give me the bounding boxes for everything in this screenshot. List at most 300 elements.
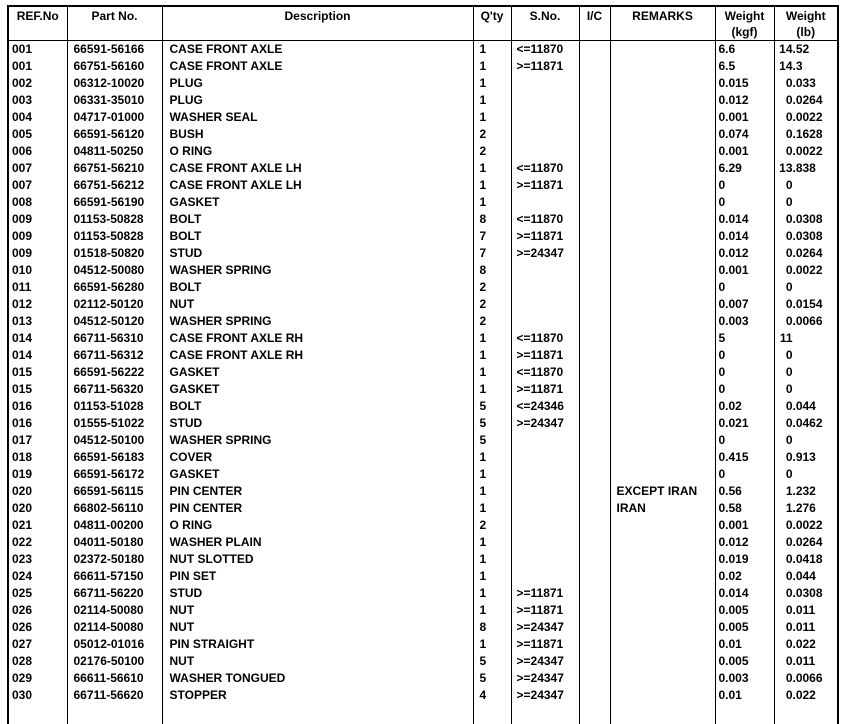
cell-qty: 1	[473, 636, 511, 653]
table-row	[8, 347, 838, 364]
table-row	[8, 279, 838, 296]
cell-weight-lb: 0.033	[774, 75, 838, 92]
table-row	[8, 143, 838, 160]
cell-remarks	[610, 126, 715, 143]
cell-description: GASKET	[162, 466, 473, 483]
cell-weight-lb: 0.0022	[774, 143, 838, 160]
cell-weight-kgf: 0.074	[715, 126, 774, 143]
cell-qty: 1	[473, 381, 511, 398]
cell-qty: 5	[473, 670, 511, 687]
cell-description: STUD	[162, 415, 473, 432]
cell-ic	[579, 585, 610, 602]
cell-sno: >=11871	[511, 381, 579, 398]
cell-description: STOPPER	[162, 687, 473, 704]
header-row	[8, 6, 838, 41]
cell-remarks	[610, 262, 715, 279]
cell-weight-kgf: 0	[715, 466, 774, 483]
cell-remarks	[610, 449, 715, 466]
cell-description: PIN STRAIGHT	[162, 636, 473, 653]
cell-weight-kgf: 0.012	[715, 245, 774, 262]
cell-description: CASE FRONT AXLE RH	[162, 330, 473, 347]
cell-qty: 1	[473, 602, 511, 619]
cell-qty: 2	[473, 517, 511, 534]
cell-description: PLUG	[162, 92, 473, 109]
cell-ic	[579, 381, 610, 398]
cell-ic	[579, 160, 610, 177]
cell-sno	[511, 109, 579, 126]
cell-partno: 66711-56320	[67, 381, 162, 398]
table-row	[8, 432, 838, 449]
table-row	[8, 364, 838, 381]
cell-sno: >=24347	[511, 670, 579, 687]
table-row	[8, 126, 838, 143]
cell-qty: 1	[473, 330, 511, 347]
cell-weight-kgf: 0.014	[715, 228, 774, 245]
cell-weight-kgf: 0.02	[715, 568, 774, 585]
cell-ic	[579, 670, 610, 687]
cell-sno: <=24346	[511, 398, 579, 415]
cell-remarks	[610, 228, 715, 245]
cell-sno	[511, 313, 579, 330]
cell-description: WASHER SPRING	[162, 313, 473, 330]
header-weight-lb: Weight (lb)	[774, 6, 838, 41]
cell-refno: 025	[8, 585, 67, 602]
cell-sno: >=11871	[511, 177, 579, 194]
cell-description: GASKET	[162, 364, 473, 381]
cell-refno: 026	[8, 619, 67, 636]
table-row	[8, 500, 838, 517]
cell-sno: >=11871	[511, 585, 579, 602]
cell-qty: 5	[473, 653, 511, 670]
cell-remarks	[610, 194, 715, 211]
cell-qty: 1	[473, 466, 511, 483]
cell-weight-kgf: 0.003	[715, 313, 774, 330]
cell-partno: 66711-56620	[67, 687, 162, 704]
cell-sno	[511, 483, 579, 500]
cell-weight-kgf: 0.014	[715, 211, 774, 228]
cell-remarks	[610, 568, 715, 585]
cell-sno	[511, 279, 579, 296]
cell-refno: 016	[8, 398, 67, 415]
cell-refno: 017	[8, 432, 67, 449]
table-row	[8, 177, 838, 194]
cell-refno: 001	[8, 58, 67, 75]
cell-qty: 1	[473, 568, 511, 585]
cell-refno: 020	[8, 483, 67, 500]
cell-description: WASHER SEAL	[162, 109, 473, 126]
cell-description: PIN SET	[162, 568, 473, 585]
cell-ic	[579, 449, 610, 466]
cell-ic	[579, 653, 610, 670]
cell-weight-kgf: 5	[715, 330, 774, 347]
cell-refno: 024	[8, 568, 67, 585]
cell-refno: 014	[8, 347, 67, 364]
cell-remarks	[610, 330, 715, 347]
cell-weight-kgf: 0.012	[715, 92, 774, 109]
table-row	[8, 211, 838, 228]
cell-refno: 013	[8, 313, 67, 330]
cell-sno: >=24347	[511, 415, 579, 432]
header-weight-kgf: Weight (kgf)	[715, 6, 774, 41]
cell-qty: 5	[473, 398, 511, 415]
cell-weight-kgf: 0.415	[715, 449, 774, 466]
cell-description: PLUG	[162, 75, 473, 92]
cell-description: NUT	[162, 619, 473, 636]
cell-refno: 022	[8, 534, 67, 551]
cell-remarks	[610, 619, 715, 636]
cell-ic	[579, 75, 610, 92]
table-header	[8, 6, 838, 41]
cell-weight-lb: 0.0264	[774, 534, 838, 551]
cell-remarks	[610, 534, 715, 551]
header-qty: Q'ty	[473, 6, 511, 41]
cell-weight-kgf: 0	[715, 279, 774, 296]
table-row	[8, 92, 838, 109]
cell-weight-lb: 13.838	[774, 160, 838, 177]
cell-partno: 66591-56183	[67, 449, 162, 466]
table-row	[8, 585, 838, 602]
table-row	[8, 670, 838, 687]
cell-sno: >=24347	[511, 687, 579, 704]
cell-remarks	[610, 687, 715, 704]
table-row	[8, 109, 838, 126]
cell-weight-kgf: 0	[715, 364, 774, 381]
table-row	[8, 551, 838, 568]
cell-weight-lb: 0.011	[774, 653, 838, 670]
cell-partno: 04717-01000	[67, 109, 162, 126]
cell-partno: 02112-50120	[67, 296, 162, 313]
cell-weight-lb: 0	[774, 432, 838, 449]
cell-qty: 1	[473, 347, 511, 364]
cell-weight-lb: 0.044	[774, 398, 838, 415]
cell-sno	[511, 551, 579, 568]
cell-weight-kgf: 0	[715, 177, 774, 194]
cell-description: O RING	[162, 517, 473, 534]
cell-weight-lb: 14.52	[774, 41, 838, 59]
cell-partno: 66751-56210	[67, 160, 162, 177]
cell-weight-lb: 0.044	[774, 568, 838, 585]
cell-weight-lb: 0	[774, 364, 838, 381]
cell-weight-lb: 0.022	[774, 687, 838, 704]
cell-ic	[579, 466, 610, 483]
cell-partno: 02114-50080	[67, 602, 162, 619]
cell-partno: 66751-56160	[67, 58, 162, 75]
cell-description: O RING	[162, 143, 473, 160]
cell-sno	[511, 296, 579, 313]
cell-weight-lb: 0.022	[774, 636, 838, 653]
cell-refno: 030	[8, 687, 67, 704]
cell-description: BOLT	[162, 279, 473, 296]
cell-description: CASE FRONT AXLE LH	[162, 160, 473, 177]
cell-ic	[579, 415, 610, 432]
cell-description: NUT	[162, 602, 473, 619]
filler-row	[8, 704, 838, 724]
cell-partno: 66591-56172	[67, 466, 162, 483]
cell-refno: 001	[8, 41, 67, 59]
cell-qty: 2	[473, 279, 511, 296]
table-row	[8, 517, 838, 534]
cell-qty: 1	[473, 109, 511, 126]
cell-weight-lb: 0	[774, 381, 838, 398]
cell-weight-lb: 0.0022	[774, 109, 838, 126]
cell-sno: >=24347	[511, 245, 579, 262]
cell-weight-kgf: 0.014	[715, 585, 774, 602]
cell-refno: 009	[8, 211, 67, 228]
cell-remarks: EXCEPT IRAN	[610, 483, 715, 500]
cell-description: BOLT	[162, 211, 473, 228]
cell-description: WASHER SPRING	[162, 432, 473, 449]
cell-refno: 004	[8, 109, 67, 126]
cell-qty: 1	[473, 92, 511, 109]
cell-weight-lb: 0.0308	[774, 585, 838, 602]
cell-partno: 06331-35010	[67, 92, 162, 109]
cell-remarks	[610, 58, 715, 75]
cell-weight-lb: 0.1628	[774, 126, 838, 143]
cell-remarks	[610, 585, 715, 602]
cell-partno: 66802-56110	[67, 500, 162, 517]
cell-partno: 04512-50100	[67, 432, 162, 449]
cell-partno: 04011-50180	[67, 534, 162, 551]
cell-remarks	[610, 313, 715, 330]
cell-remarks	[610, 415, 715, 432]
cell-sno	[511, 432, 579, 449]
cell-ic	[579, 602, 610, 619]
cell-sno: >=11871	[511, 347, 579, 364]
cell-qty: 2	[473, 313, 511, 330]
cell-qty: 1	[473, 160, 511, 177]
cell-partno: 66591-56120	[67, 126, 162, 143]
parts-table	[7, 5, 839, 724]
table-row	[8, 41, 838, 59]
cell-partno: 04811-50250	[67, 143, 162, 160]
cell-ic	[579, 296, 610, 313]
cell-qty: 4	[473, 687, 511, 704]
table-body	[8, 41, 838, 724]
cell-qty: 7	[473, 228, 511, 245]
cell-refno: 026	[8, 602, 67, 619]
cell-qty: 2	[473, 126, 511, 143]
table-row	[8, 415, 838, 432]
header-ic: I/C	[579, 6, 610, 41]
cell-qty: 1	[473, 449, 511, 466]
cell-weight-kgf: 0.001	[715, 143, 774, 160]
cell-partno: 66591-56222	[67, 364, 162, 381]
cell-remarks	[610, 92, 715, 109]
cell-remarks	[610, 143, 715, 160]
cell-partno: 66591-56190	[67, 194, 162, 211]
cell-qty: 1	[473, 75, 511, 92]
cell-ic	[579, 517, 610, 534]
cell-weight-lb: 1.276	[774, 500, 838, 517]
cell-sno	[511, 500, 579, 517]
cell-remarks	[610, 517, 715, 534]
cell-ic	[579, 177, 610, 194]
cell-partno: 04512-50080	[67, 262, 162, 279]
cell-description: COVER	[162, 449, 473, 466]
cell-remarks	[610, 636, 715, 653]
cell-weight-kgf: 0.001	[715, 262, 774, 279]
table-row	[8, 687, 838, 704]
cell-description: NUT	[162, 296, 473, 313]
cell-remarks	[610, 279, 715, 296]
cell-qty: 5	[473, 432, 511, 449]
cell-partno: 02176-50100	[67, 653, 162, 670]
cell-weight-kgf: 0.012	[715, 534, 774, 551]
cell-weight-lb: 0.0418	[774, 551, 838, 568]
table-row	[8, 160, 838, 177]
cell-partno: 01153-51028	[67, 398, 162, 415]
cell-weight-kgf: 0.005	[715, 602, 774, 619]
cell-weight-lb: 0.0154	[774, 296, 838, 313]
cell-refno: 014	[8, 330, 67, 347]
cell-description: PIN CENTER	[162, 500, 473, 517]
cell-description: WASHER PLAIN	[162, 534, 473, 551]
cell-remarks	[610, 177, 715, 194]
cell-remarks	[610, 109, 715, 126]
cell-remarks: IRAN	[610, 500, 715, 517]
cell-remarks	[610, 551, 715, 568]
cell-partno: 01153-50828	[67, 228, 162, 245]
cell-qty: 2	[473, 296, 511, 313]
cell-sno: <=11870	[511, 330, 579, 347]
cell-remarks	[610, 75, 715, 92]
cell-partno: 04811-00200	[67, 517, 162, 534]
cell-qty: 1	[473, 177, 511, 194]
cell-refno: 012	[8, 296, 67, 313]
cell-ic	[579, 364, 610, 381]
cell-description: NUT SLOTTED	[162, 551, 473, 568]
cell-qty: 8	[473, 262, 511, 279]
cell-refno: 007	[8, 177, 67, 194]
cell-weight-kgf: 0.007	[715, 296, 774, 313]
cell-sno: >=24347	[511, 619, 579, 636]
header-remarks: REMARKS	[610, 6, 715, 41]
header-partno: Part No.	[67, 6, 162, 41]
cell-ic	[579, 636, 610, 653]
cell-partno: 02372-50180	[67, 551, 162, 568]
cell-description: NUT	[162, 653, 473, 670]
cell-weight-lb: 0.0264	[774, 92, 838, 109]
cell-weight-kgf: 0	[715, 347, 774, 364]
table-row	[8, 381, 838, 398]
cell-qty: 1	[473, 534, 511, 551]
cell-remarks	[610, 602, 715, 619]
cell-ic	[579, 92, 610, 109]
cell-weight-kgf: 6.6	[715, 41, 774, 59]
table-row	[8, 296, 838, 313]
cell-weight-kgf: 0.003	[715, 670, 774, 687]
cell-weight-kgf: 0.015	[715, 75, 774, 92]
cell-description: PIN CENTER	[162, 483, 473, 500]
cell-weight-lb: 0	[774, 177, 838, 194]
cell-weight-kgf: 0.021	[715, 415, 774, 432]
cell-sno	[511, 449, 579, 466]
cell-ic	[579, 687, 610, 704]
cell-partno: 05012-01016	[67, 636, 162, 653]
cell-weight-kgf: 0.02	[715, 398, 774, 415]
cell-remarks	[610, 364, 715, 381]
cell-weight-lb: 0.011	[774, 619, 838, 636]
cell-refno: 011	[8, 279, 67, 296]
table-row	[8, 228, 838, 245]
cell-description: GASKET	[162, 381, 473, 398]
cell-refno: 015	[8, 381, 67, 398]
cell-ic	[579, 313, 610, 330]
cell-remarks	[610, 347, 715, 364]
cell-weight-lb: 0.0022	[774, 517, 838, 534]
cell-refno: 003	[8, 92, 67, 109]
cell-refno: 018	[8, 449, 67, 466]
filler-cell	[162, 704, 473, 724]
header-refno: REF.No	[8, 6, 67, 41]
cell-partno: 66711-56310	[67, 330, 162, 347]
table-row	[8, 262, 838, 279]
cell-partno: 66751-56212	[67, 177, 162, 194]
cell-ic	[579, 500, 610, 517]
cell-sno	[511, 568, 579, 585]
cell-weight-kgf: 0.005	[715, 653, 774, 670]
cell-description: CASE FRONT AXLE RH	[162, 347, 473, 364]
cell-sno	[511, 92, 579, 109]
cell-refno: 020	[8, 500, 67, 517]
cell-refno: 027	[8, 636, 67, 653]
table-row	[8, 534, 838, 551]
cell-sno: <=11870	[511, 41, 579, 59]
cell-qty: 1	[473, 483, 511, 500]
cell-description: GASKET	[162, 194, 473, 211]
cell-qty: 2	[473, 143, 511, 160]
cell-qty: 1	[473, 500, 511, 517]
table-row	[8, 75, 838, 92]
filler-cell	[610, 704, 715, 724]
cell-ic	[579, 347, 610, 364]
cell-weight-kgf: 0	[715, 194, 774, 211]
header-sno: S.No.	[511, 6, 579, 41]
cell-partno: 04512-50120	[67, 313, 162, 330]
cell-remarks	[610, 211, 715, 228]
cell-refno: 009	[8, 228, 67, 245]
cell-qty: 1	[473, 194, 511, 211]
cell-description: WASHER TONGUED	[162, 670, 473, 687]
cell-refno: 019	[8, 466, 67, 483]
cell-weight-kgf: 6.5	[715, 58, 774, 75]
cell-remarks	[610, 245, 715, 262]
cell-ic	[579, 330, 610, 347]
cell-partno: 01153-50828	[67, 211, 162, 228]
cell-remarks	[610, 381, 715, 398]
cell-ic	[579, 534, 610, 551]
cell-description: WASHER SPRING	[162, 262, 473, 279]
cell-refno: 016	[8, 415, 67, 432]
cell-weight-lb: 14.3	[774, 58, 838, 75]
table-row	[8, 466, 838, 483]
cell-weight-lb: 0.0308	[774, 211, 838, 228]
cell-partno: 06312-10020	[67, 75, 162, 92]
cell-ic	[579, 262, 610, 279]
filler-cell	[715, 704, 774, 724]
cell-description: BUSH	[162, 126, 473, 143]
cell-ic	[579, 432, 610, 449]
cell-qty: 5	[473, 415, 511, 432]
filler-cell	[579, 704, 610, 724]
cell-weight-kgf: 0.005	[715, 619, 774, 636]
cell-sno	[511, 517, 579, 534]
cell-qty: 1	[473, 585, 511, 602]
cell-weight-lb: 0	[774, 466, 838, 483]
cell-ic	[579, 58, 610, 75]
cell-refno: 028	[8, 653, 67, 670]
cell-refno: 029	[8, 670, 67, 687]
